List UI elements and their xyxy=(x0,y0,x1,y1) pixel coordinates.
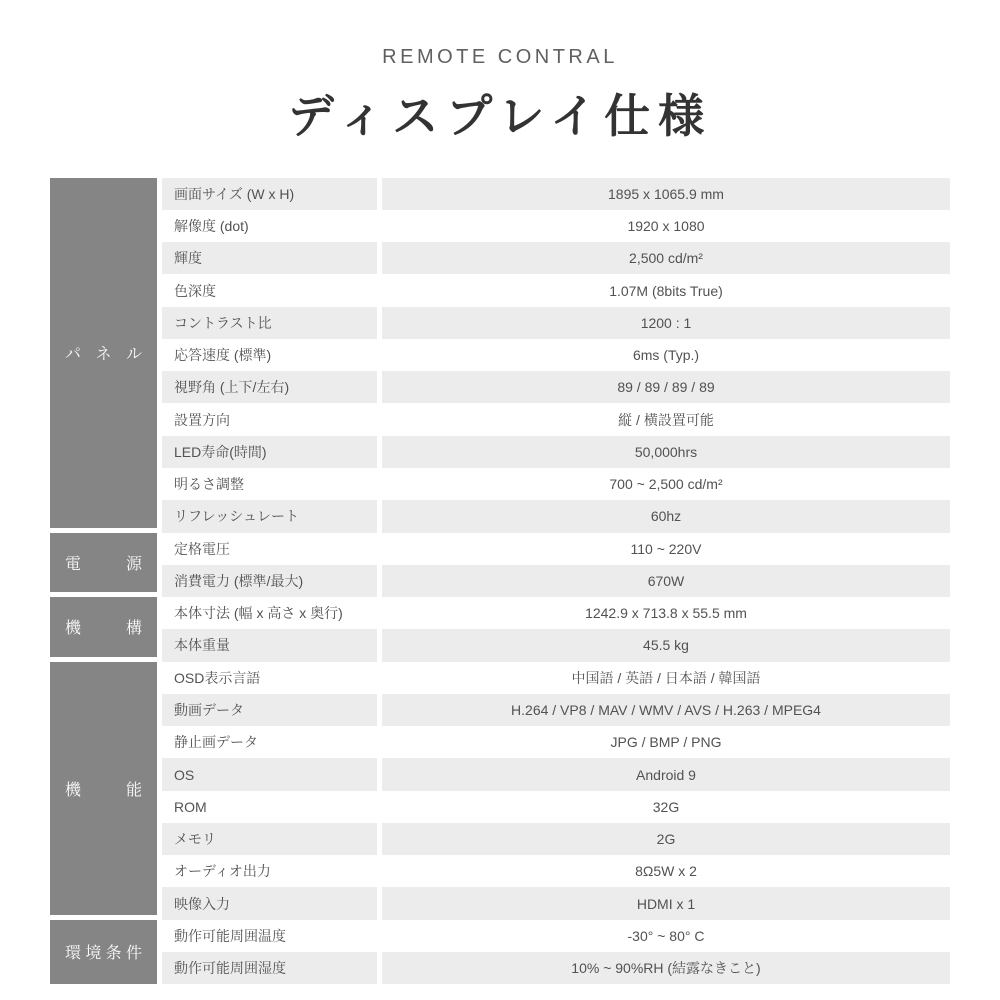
spec-value: JPG / BMP / PNG xyxy=(382,726,950,758)
spec-value: HDMI x 1 xyxy=(382,887,950,919)
category-char: 境 xyxy=(85,945,102,963)
spec-label: 動作可能周囲湿度 xyxy=(162,952,377,984)
table-row xyxy=(162,403,950,435)
spec-label: 応答速度 (標準) xyxy=(162,339,377,371)
spec-label: ROM xyxy=(162,791,377,823)
table-row xyxy=(162,307,950,339)
header-subtitle: REMOTE CONTRAL xyxy=(382,46,618,68)
spec-value: 中国語 / 英語 / 日本語 / 韓国語 xyxy=(382,662,950,694)
spec-value: 700 ~ 2,500 cd/m² xyxy=(382,468,950,500)
spec-label: 消費電力 (標準/最大) xyxy=(162,565,377,597)
spec-label: 画面サイズ (W x H) xyxy=(162,178,377,210)
spec-value: 2,500 cd/m² xyxy=(382,242,950,274)
table-row xyxy=(162,178,950,210)
spec-label: 動画データ xyxy=(162,694,377,726)
category-char: 源 xyxy=(125,555,142,573)
spec-value: Android 9 xyxy=(382,758,950,790)
table-row xyxy=(162,533,950,565)
category-char: 件 xyxy=(125,945,142,963)
table-row xyxy=(162,726,950,758)
spec-label: 動作可能周囲温度 xyxy=(162,920,377,952)
category-char: 電 xyxy=(65,555,82,573)
category-char: ル xyxy=(125,346,142,364)
spec-value: 60hz xyxy=(382,500,950,532)
category-char: ネ xyxy=(95,346,112,364)
category-char: 構 xyxy=(125,620,142,638)
section-rows xyxy=(162,920,950,985)
table-row xyxy=(162,274,950,306)
table-row xyxy=(162,565,950,597)
section-rows xyxy=(162,533,950,598)
category-cell xyxy=(50,597,157,657)
spec-value: H.264 / VP8 / MAV / WMV / AVS / H.263 / MPEG4 xyxy=(382,694,950,726)
table-row xyxy=(162,758,950,790)
spec-label: 本体重量 xyxy=(162,629,377,661)
spec-value: 6ms (Typ.) xyxy=(382,339,950,371)
spec-label: 解像度 (dot) xyxy=(162,210,377,242)
spec-section xyxy=(50,920,950,985)
spec-label: 映像入力 xyxy=(162,887,377,919)
spec-value: 1920 x 1080 xyxy=(382,210,950,242)
spec-value: 32G xyxy=(382,791,950,823)
category-cell xyxy=(50,920,157,985)
spec-label: OS xyxy=(162,758,377,790)
table-row xyxy=(162,694,950,726)
page-title: ディスプレイ仕様 xyxy=(287,90,713,142)
spec-value: 1.07M (8bits True) xyxy=(382,274,950,306)
spec-value: 670W xyxy=(382,565,950,597)
spec-label: 設置方向 xyxy=(162,403,377,435)
table-row xyxy=(162,629,950,661)
spec-value: 50,000hrs xyxy=(382,436,950,468)
category-char: パ xyxy=(65,346,82,364)
spec-label: コントラスト比 xyxy=(162,307,377,339)
spec-label: OSD表示言語 xyxy=(162,662,377,694)
table-row xyxy=(162,952,950,984)
spec-label: メモリ xyxy=(162,823,377,855)
spec-label: 静止画データ xyxy=(162,726,377,758)
table-row xyxy=(162,242,950,274)
category-cell xyxy=(50,662,157,915)
spec-section xyxy=(50,597,950,662)
category-char: 機 xyxy=(65,620,82,638)
spec-section xyxy=(50,178,950,533)
spec-label: オーディオ出力 xyxy=(162,855,377,887)
spec-value: -30° ~ 80° C xyxy=(382,920,950,952)
section-rows xyxy=(162,662,950,920)
spec-value: 縦 / 横設置可能 xyxy=(382,403,950,435)
spec-label: 色深度 xyxy=(162,274,377,306)
table-row xyxy=(162,823,950,855)
spec-label: 定格電圧 xyxy=(162,533,377,565)
spec-value: 1895 x 1065.9 mm xyxy=(382,178,950,210)
category-cell xyxy=(50,178,157,528)
spec-value: 8Ω5W x 2 xyxy=(382,855,950,887)
spec-table xyxy=(50,178,950,985)
table-row xyxy=(162,500,950,532)
spec-label: リフレッシュレート xyxy=(162,500,377,532)
table-row xyxy=(162,887,950,919)
spec-label: 視野角 (上下/左右) xyxy=(162,371,377,403)
table-row xyxy=(162,662,950,694)
table-row xyxy=(162,339,950,371)
spec-section xyxy=(50,662,950,920)
spec-value: 110 ~ 220V xyxy=(382,533,950,565)
spec-value: 10% ~ 90%RH (結露なきこと) xyxy=(382,952,950,984)
category-cell xyxy=(50,533,157,593)
spec-value: 45.5 kg xyxy=(382,629,950,661)
category-char: 環 xyxy=(65,945,82,963)
table-row xyxy=(162,436,950,468)
spec-value: 1242.9 x 713.8 x 55.5 mm xyxy=(382,597,950,629)
category-char: 条 xyxy=(105,945,122,963)
spec-value: 2G xyxy=(382,823,950,855)
category-char: 能 xyxy=(125,781,142,799)
table-row xyxy=(162,210,950,242)
category-char: 機 xyxy=(65,781,82,799)
table-row xyxy=(162,920,950,952)
spec-value: 89 / 89 / 89 / 89 xyxy=(382,371,950,403)
table-row xyxy=(162,371,950,403)
spec-label: 本体寸法 (幅 x 高さ x 奥行) xyxy=(162,597,377,629)
table-row xyxy=(162,855,950,887)
spec-section xyxy=(50,533,950,598)
section-rows xyxy=(162,597,950,662)
spec-label: 明るさ調整 xyxy=(162,468,377,500)
table-row xyxy=(162,468,950,500)
section-rows xyxy=(162,178,950,533)
spec-value: 1200 : 1 xyxy=(382,307,950,339)
table-row xyxy=(162,597,950,629)
spec-label: 輝度 xyxy=(162,242,377,274)
spec-label: LED寿命(時間) xyxy=(162,436,377,468)
table-row xyxy=(162,791,950,823)
